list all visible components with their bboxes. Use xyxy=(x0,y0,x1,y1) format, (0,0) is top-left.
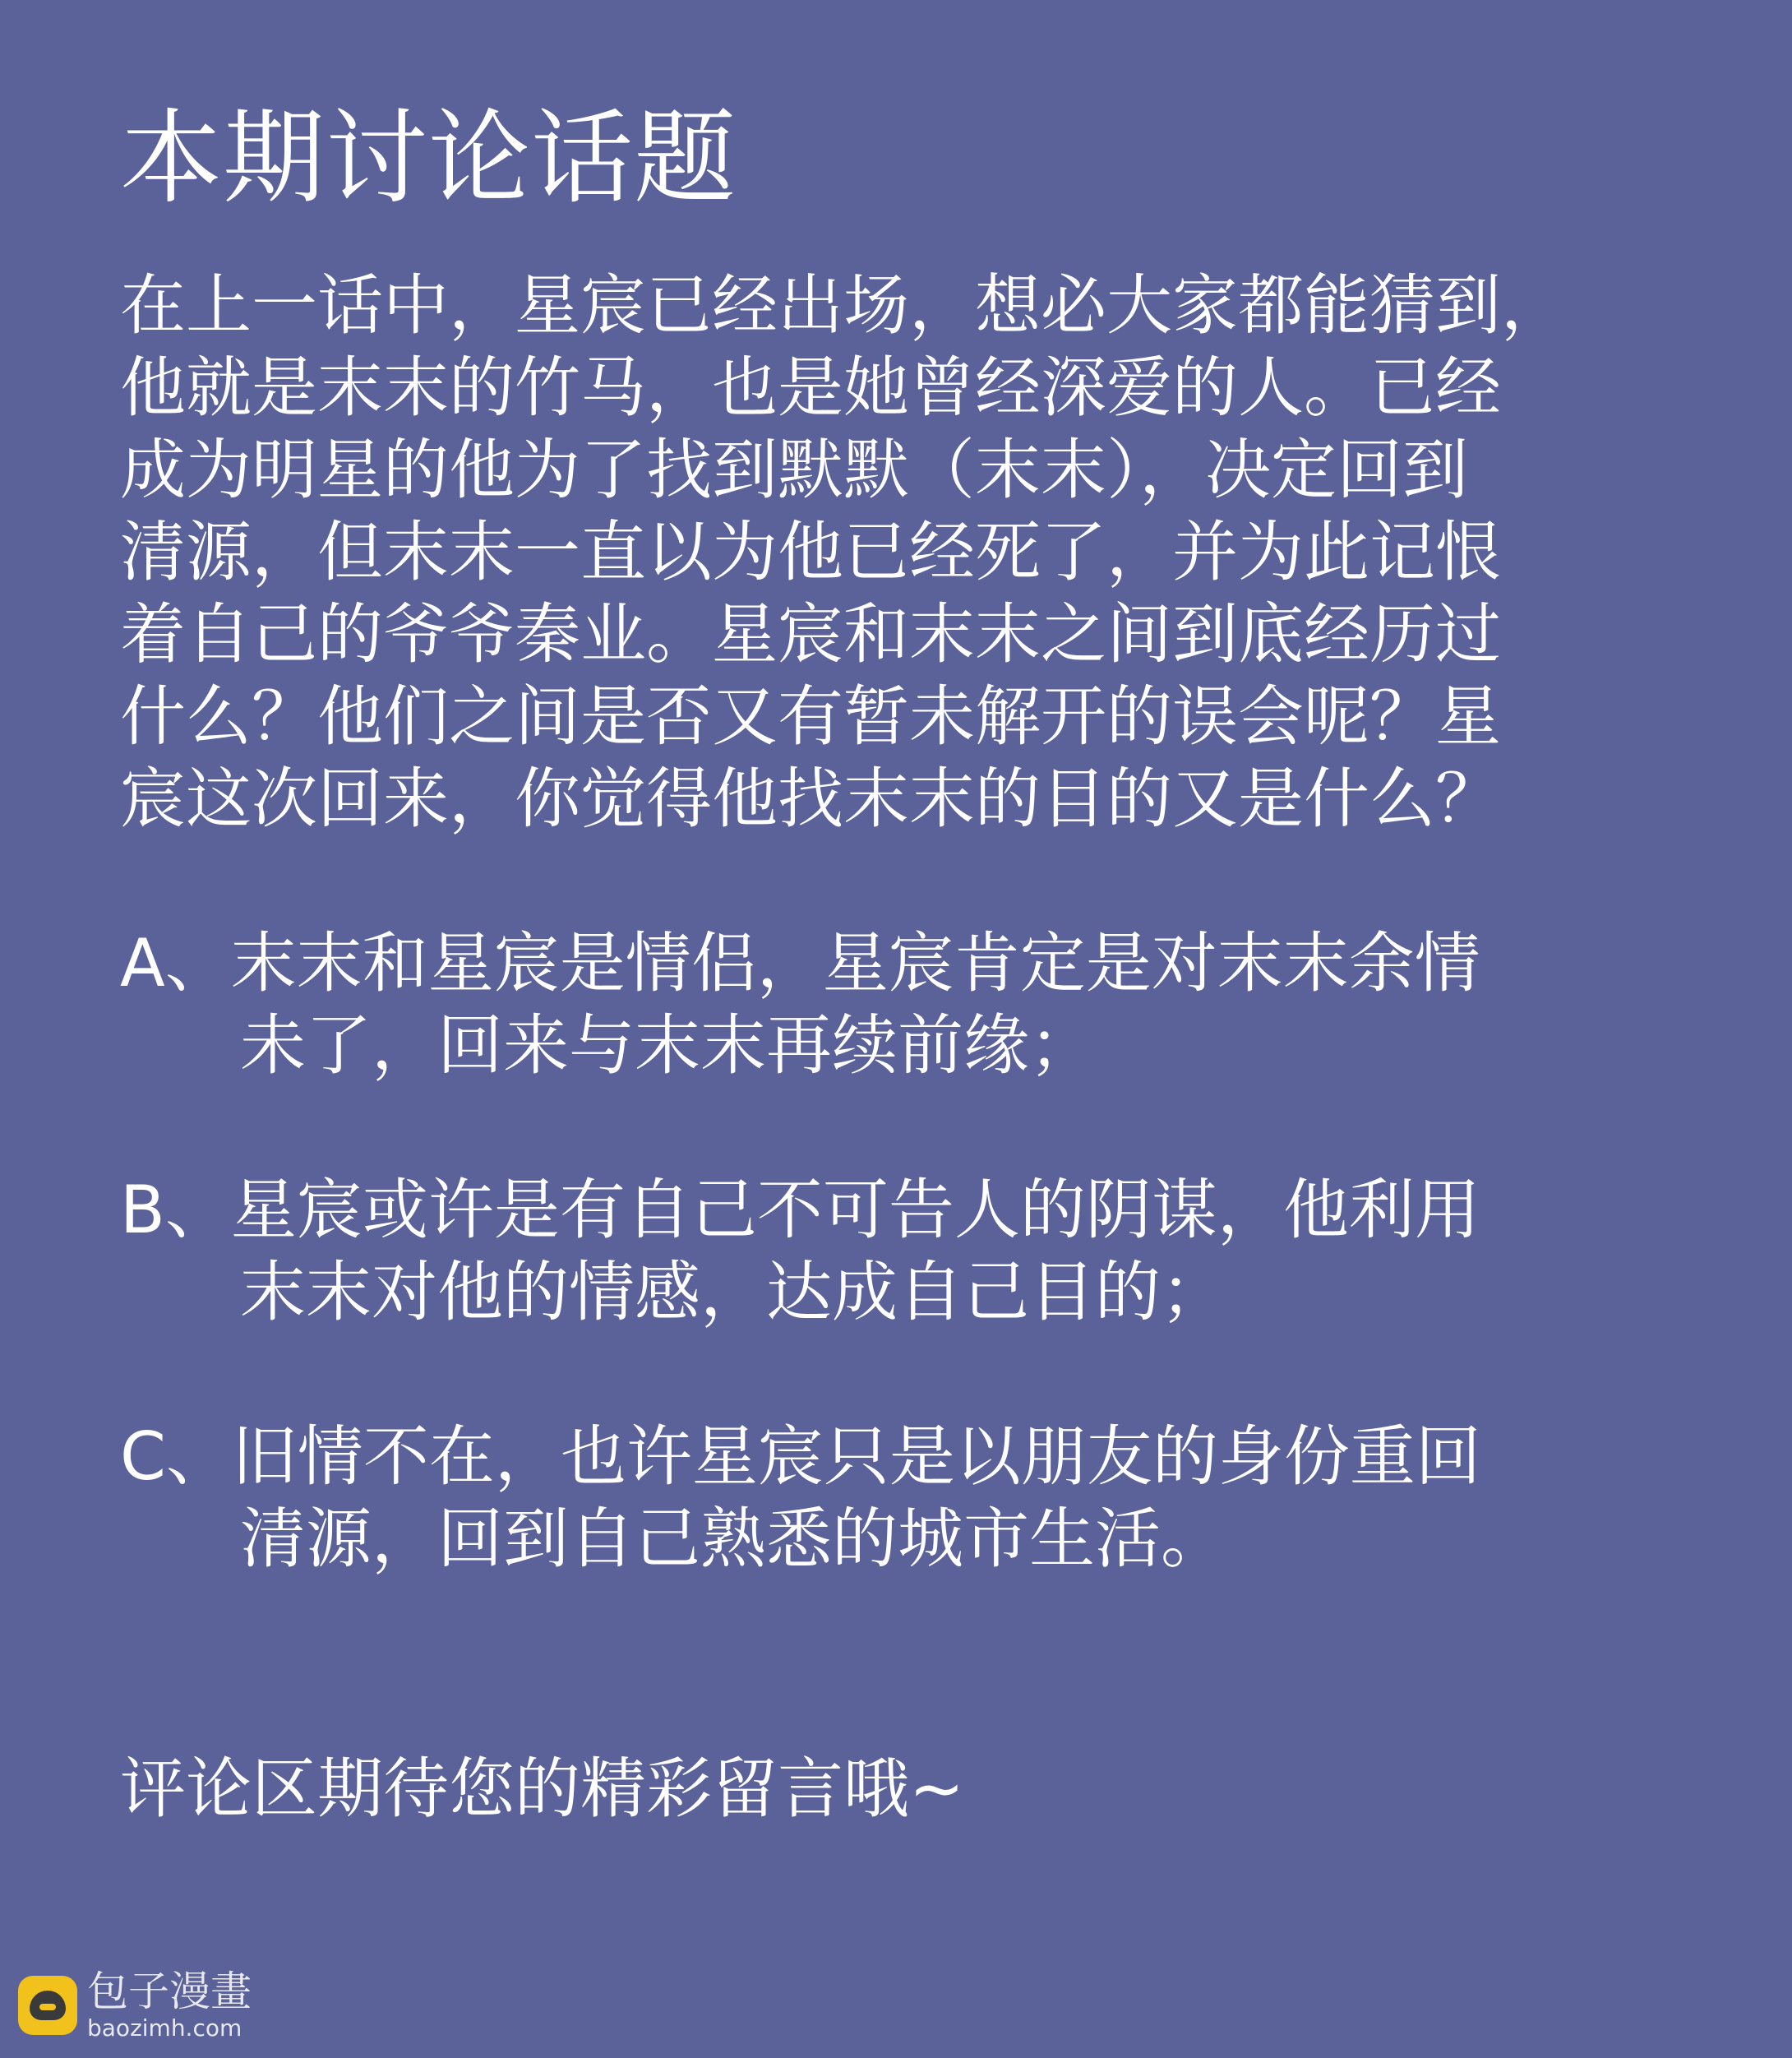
option-a-line-2: 未了，回来与末末再续前缘； xyxy=(240,1007,1095,1084)
option-a-line-1: A、末末和星宸是情侣，星宸肯定是对末末余情 xyxy=(120,925,1480,1001)
bun-logo-icon xyxy=(18,1976,77,2035)
option-a xyxy=(120,923,1731,1087)
closing-message: 评论区期待您的精彩留言哦~ xyxy=(120,1750,965,1827)
site-url: baozimh.com xyxy=(87,2014,242,2042)
site-watermark xyxy=(18,1968,265,2042)
option-b xyxy=(120,1169,1731,1334)
intro-line: 清源，但末末一直以为他已经死了，并为此记恨 xyxy=(120,514,1501,590)
option-c-line-1: C、旧情不在，也许星宸只是以朋友的身份重回 xyxy=(120,1418,1481,1495)
intro-line: 着自己的爷爷秦业。星宸和末末之间到底经历过 xyxy=(120,596,1501,673)
option-c xyxy=(120,1416,1731,1580)
option-b-line-1: B、星宸或许是有自己不可告人的阴谋，他利用 xyxy=(120,1172,1480,1248)
intro-line: 他就是末末的竹马，也是她曾经深爱的人。已经 xyxy=(120,349,1501,426)
option-b-line-2: 末末对他的情感，达成自己目的； xyxy=(240,1254,1226,1330)
intro-line: 宸这次回来，你觉得他找末末的目的又是什么？ xyxy=(120,761,1501,837)
site-name: 包子漫畫 xyxy=(87,1968,252,2015)
intro-line: 成为明星的他为了找到默默（末末），决定回到 xyxy=(120,432,1468,508)
page-title: 本期讨论话题 xyxy=(120,99,737,218)
intro-line: 在上一话中，星宸已经出场，想必大家都能猜到， xyxy=(120,267,1567,344)
intro-paragraph xyxy=(120,265,1731,840)
option-c-line-2: 清源，回到自己熟悉的城市生活。 xyxy=(240,1501,1226,1577)
intro-line: 什么？他们之间是否又有暂未解开的误会呢？星 xyxy=(120,678,1501,755)
